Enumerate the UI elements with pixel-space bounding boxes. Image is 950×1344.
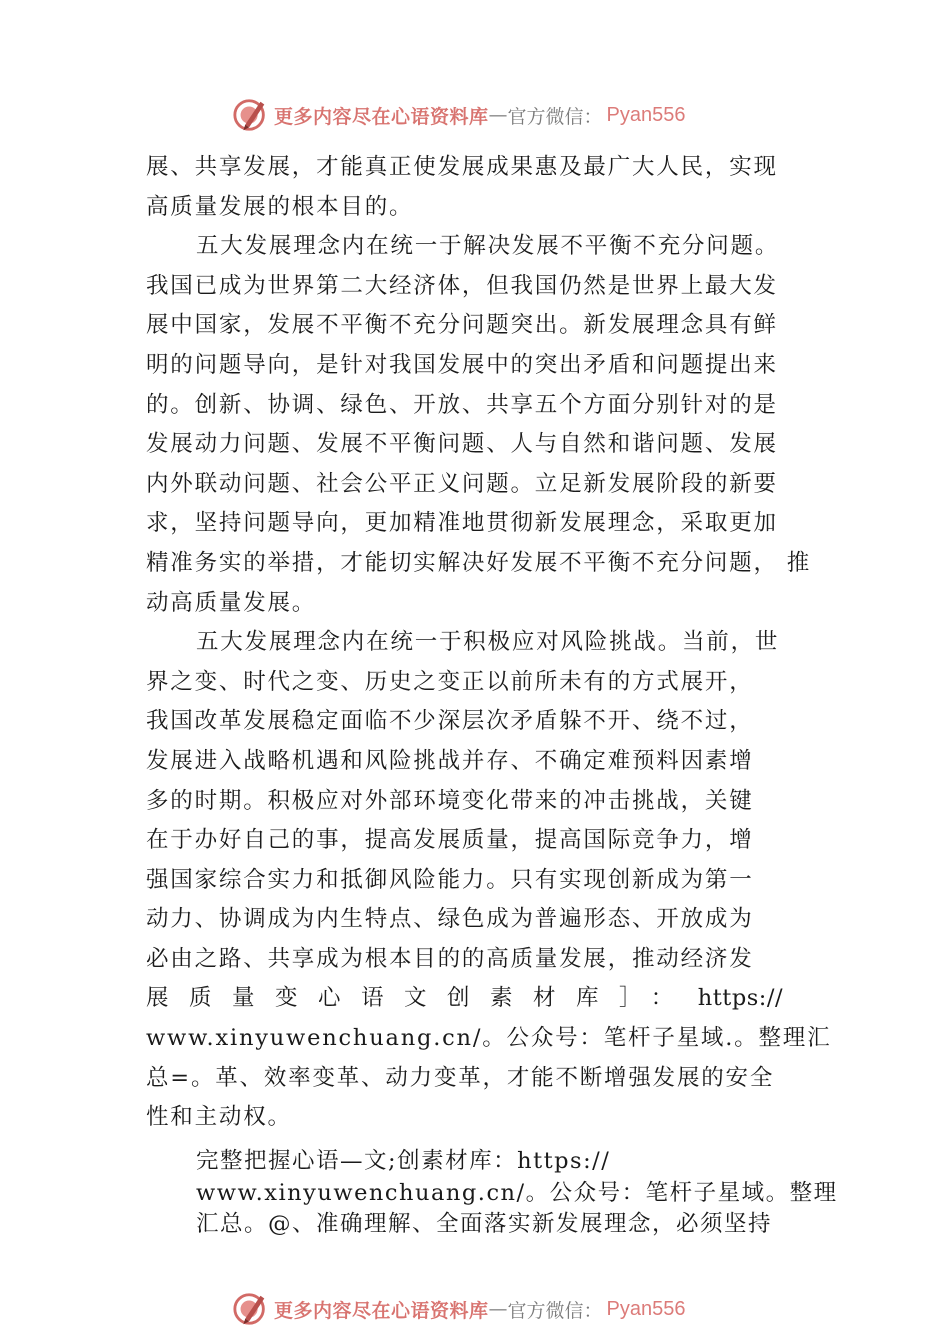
paragraph-start-line: 五大发展理念内在统一于解决发展不平衡不充分问题。 — [196, 233, 780, 260]
body-line: 界之变、时代之变、历史之变正以前所未有的方式展开， — [146, 668, 754, 695]
footer-wechat-label: 官方微信： — [507, 1299, 603, 1322]
spread-line — [146, 979, 806, 1019]
header-wechat-label: 官方微信： — [507, 105, 603, 128]
body-line: 多的时期。积极应对外部环境变化带来的冲击挑战，关键 — [146, 787, 754, 814]
body-line: 性和主动权。 — [146, 1104, 292, 1131]
watermark-note-block — [196, 1146, 838, 1241]
body-line: 展、共享发展，才能真正使发展成果惠及最广大人民，实现 — [146, 154, 778, 180]
body-line: 高质量发展的根本目的。 — [146, 193, 414, 220]
spread-line-text: 展质量变心语文创素材库］： — [146, 985, 694, 1012]
body-line: 我国已成为世界第二大经济体，但我国仍然是世界上最大发 — [146, 272, 778, 299]
body-line: 动力、协调成为内生特点、绿色成为普遍形态、开放成为 — [146, 906, 754, 933]
body-line: 动高质量发展。 — [146, 589, 317, 616]
document-body — [146, 148, 832, 1138]
sub-line: www.xinyuwenchuang.cn/。公众号：笔杆子星域。整理 — [196, 1179, 838, 1206]
body-line: 的。创新、协调、绿色、开放、共享五个方面分别针对的是 — [146, 391, 778, 418]
body-line: www.xinyuwenchuang.cn/。公众号：笔杆子星域.。整理汇 — [146, 1025, 832, 1052]
body-line: 求，坚持问题导向，更加精准地贯彻新发展理念，采取更加 — [146, 510, 778, 537]
sub-line: 汇总。@、准确理解、全面落实新发展理念，必须坚持 — [196, 1211, 773, 1237]
footer-banner — [232, 1289, 686, 1329]
header-brand-text: 更多内容尽在心语资料库 — [274, 105, 489, 128]
header-banner — [232, 95, 686, 135]
body-line: 必由之路、共享成为根本目的的高质量发展，推动经济发 — [146, 945, 754, 972]
header-separator: — — [488, 104, 508, 126]
body-line: 我国改革发展稳定面临不少深层次矛盾躲不开、绕不过， — [146, 708, 754, 735]
body-line: 总=。革、效率变革、动力变革，才能不断增强发展的安全 — [146, 1064, 775, 1091]
sub-line: 完整把握心语—文;创素材库：https:// — [196, 1148, 611, 1174]
body-line: 强国家综合实力和抵御风险能力。只有实现创新成为第一 — [146, 866, 754, 893]
body-line: 发展进入战略机遇和风险挑战并存、不确定难预料因素增 — [146, 747, 754, 774]
paragraph-start-line: 五大发展理念内在统一于积极应对风险挑战。当前，世 — [196, 629, 780, 656]
body-line: 在于办好自己的事，提高发展质量，提高国际竞争力，增 — [146, 827, 754, 854]
footer-brand-text: 更多内容尽在心语资料库 — [274, 1299, 489, 1322]
pen-seal-icon — [232, 96, 270, 134]
footer-separator: — — [488, 1298, 508, 1320]
body-line: 展中国家，发展不平衡不充分问题突出。新发展理念具有鲜 — [146, 312, 778, 339]
body-line: 明的问题导向，是针对我国发展中的突出矛盾和问题提出来 — [146, 351, 778, 378]
body-line: 发展动力问题、发展不平衡问题、人与自然和谐问题、发展 — [146, 431, 778, 458]
body-line: 精准务实的举措，才能切实解决好发展不平衡不充分问题， 推 — [146, 549, 812, 576]
header-wechat-id: Pyan556 — [606, 103, 686, 126]
footer-wechat-id: Pyan556 — [606, 1297, 686, 1320]
body-line: 内外联动问题、社会公平正义问题。立足新发展阶段的新要 — [146, 470, 778, 497]
pen-seal-icon — [232, 1290, 270, 1328]
url-fragment: https:// — [697, 985, 784, 1012]
